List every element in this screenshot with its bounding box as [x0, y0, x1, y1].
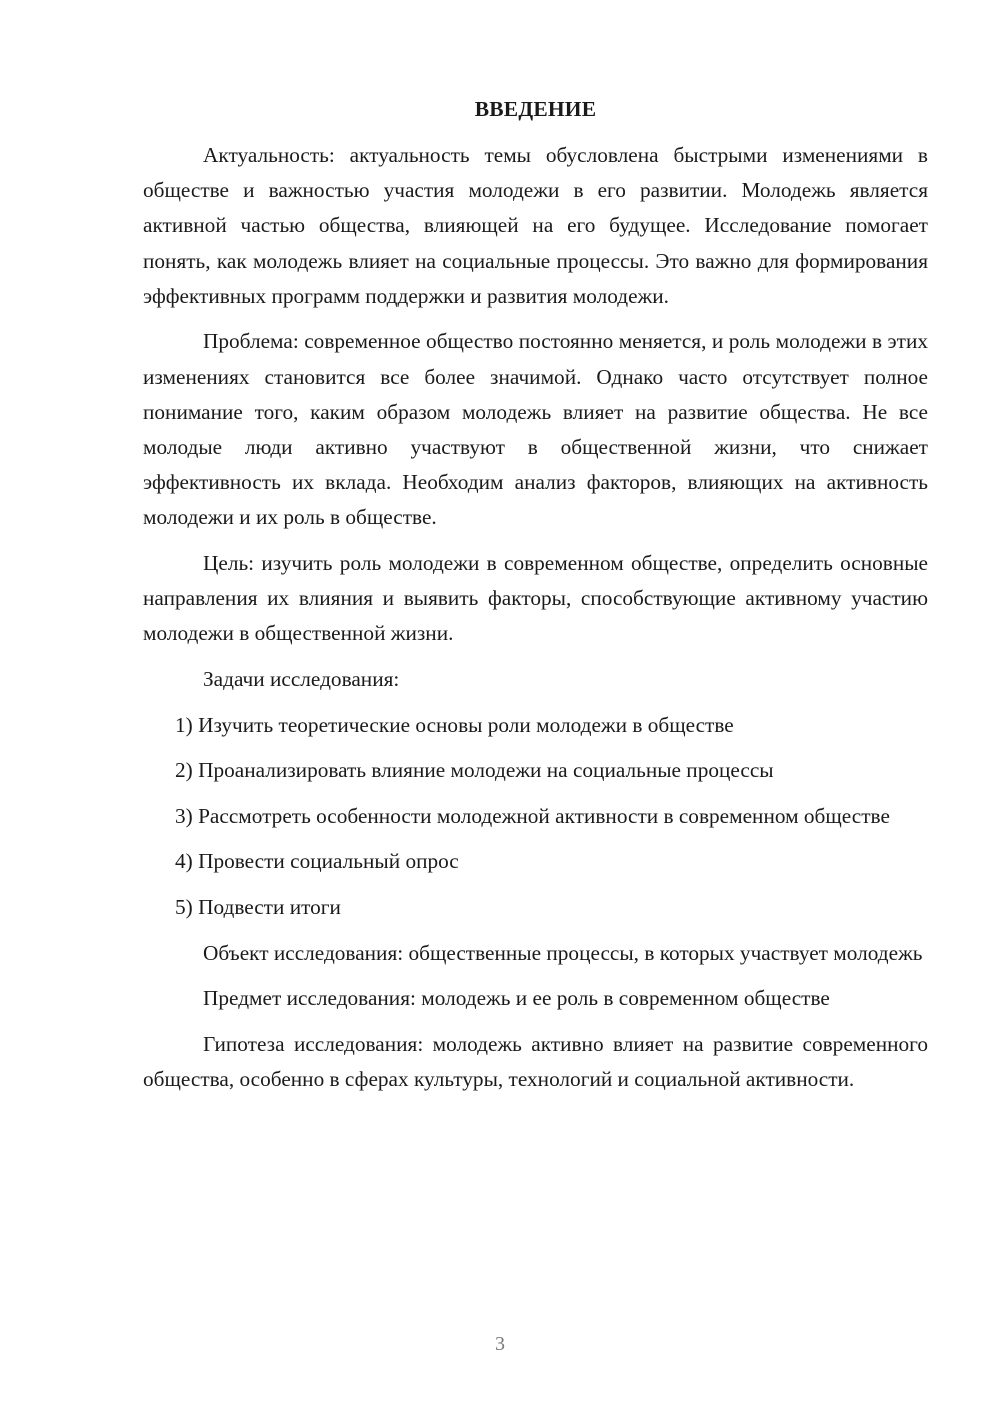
- page-number: 3: [495, 1333, 505, 1355]
- task-item-2: 2) Проанализировать влияние молодежи на социальные процессы: [175, 758, 774, 783]
- task-item-3: 3) Рассмотреть особенности молодежной активности в современном обществе: [175, 803, 890, 828]
- task-item-1: 1) Изучить теоретические основы роли молодежи в обществе: [175, 712, 734, 737]
- tasks-heading: Задачи исследования:: [203, 667, 400, 692]
- object-paragraph: Объект исследования: общественные процессы, в которых участвует молодежь: [203, 940, 923, 965]
- section-title: ВВЕДЕНИЕ: [474, 97, 597, 121]
- subject-paragraph: Предмет исследования: молодежь и ее роль в современном обществе: [203, 986, 830, 1011]
- problem-paragraph: Проблема: современное общество постоянно меняется, и роль молодежи в этих изменениях становится все более значимой. Однако часто отсутствует полное понимание того, каким образом молодежь влияет на развитие общества. Не все молодые люди активно участвуют в общественной жизни, что снижает эффективность их вклада. Необходим анализ факторов, влияющих на активность молодежи и их роль в обществе.: [143, 329, 928, 530]
- hypothesis-paragraph: Гипотеза исследования: молодежь активно влияет на развитие современного общества, особенно в сферах культуры, технологий и социальной активности.: [143, 1031, 928, 1091]
- document-body: [143, 90, 928, 1108]
- task-item-4: 4) Провести социальный опрос: [175, 849, 459, 874]
- task-item-5: 5) Подвести итоги: [175, 894, 341, 919]
- goal-paragraph: Цель: изучить роль молодежи в современном обществе, определить основные направления их влияния и выявить факторы, способствующие активному участию молодежи в общественной жизни.: [143, 551, 928, 646]
- relevance-paragraph: Актуальность: актуальность темы обусловлена быстрыми изменениями в обществе и важностью участия молодежи в его развитии. Молодежь является активной частью общества, влияющей на его будущее. Исследование помогает понять, как молодежь влияет на социальные процессы. Это важно для формирования эффективных программ поддержки и развития молодежи.: [143, 143, 928, 308]
